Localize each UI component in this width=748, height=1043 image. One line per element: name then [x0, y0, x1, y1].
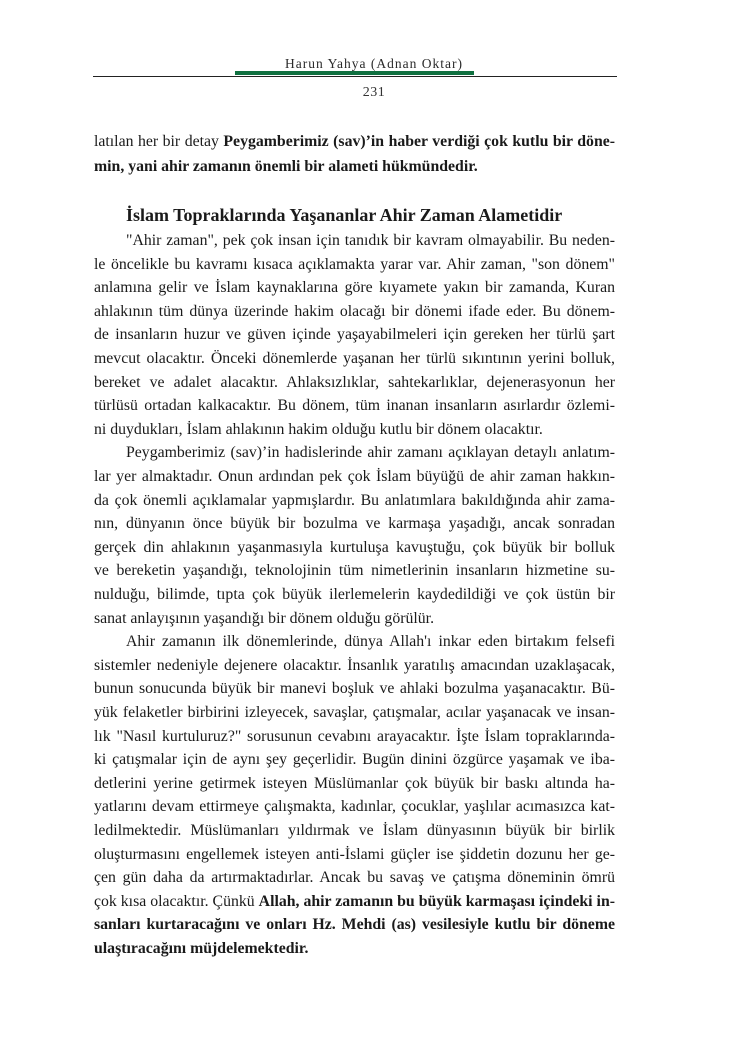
text-line: da çok önemli açıklamalar yapmışlardır. Bu anlatımlara bakıldığında ahir zama-	[94, 491, 615, 509]
page-number: 231	[362, 85, 386, 100]
emphasis-text: sanları kurtaracağını ve onları Hz. Mehdi (as) vesilesiyle kutlu bir döneme	[94, 916, 615, 934]
text-line: ki çatışmalar için de aynı şey geçerlidir. Bugün dinini özgürce yaşamak ve iba-	[94, 751, 615, 769]
text-line: çen gün daha da artırmaktadırlar. Ancak bu savaş ve çatışma döneminin ömrü	[94, 869, 615, 887]
text-line: bunun sonucunda büyük bir manevi boşluk ve ahlaki bozulma yaşanacaktır. Bü-	[94, 680, 615, 698]
text-line: anlamına gelir ve İslam kaynaklarına göre kıyamete yakın bir zamanda, Kuran	[94, 279, 615, 297]
text-line: le öncelikle bu kavramı kısaca açıklamakta yarar var. Ahir zaman, "son dönem"	[94, 255, 615, 273]
text-line: latılan her bir detay Peygamberimiz (sav)’in haber verdiği çok kutlu bir döne-	[94, 133, 616, 150]
text-line: çok kısa olacaktır. Çünkü Allah, ahir zamanın bu büyük karmaşası içindeki in-	[94, 892, 615, 910]
text-line: yatlarını devam ettirmeye çalışmakta, kadınlar, çocuklar, yaşlılar acımasızca kat-	[94, 798, 615, 816]
text-line: detlerini yerine getirmek isteyen Müslümanlar çok büyük bir baskı altında ha-	[94, 774, 615, 792]
text-line: oluşturmasını engellemek isteyen anti-İslami güçler ise şiddetin dozunu her ge-	[94, 845, 615, 863]
emphasis-text: Peygamberimiz (sav)’in haber verdiği çok kutlu bir döne-	[223, 133, 616, 150]
running-header-author: Harun Yahya (Adnan Oktar)	[285, 56, 463, 71]
text-line: mevcut olacaktır. Önceki dönemlerde yaşanan her türlü sıkıntının yerini bolluk,	[94, 350, 615, 367]
text-line: Peygamberimiz (sav)’in hadislerinde ahir zamanı açıklayan detaylı anlatım-	[126, 444, 615, 462]
text-line	[94, 156, 615, 178]
text-line: "Ahir zaman", pek çok insan için tanıdık bir kavram olmayabilir. Bu neden-	[126, 232, 615, 249]
text-line: nulduğu, bilimde, tıpta çok büyük ilerlemelerin kaydedildiği ve çok üstün bir	[94, 586, 615, 603]
text-line: nın, dünyanın önce büyük bir bozulma ve karmaşa yaşadığı, ancak sonradan	[94, 515, 615, 533]
emphasis-text: Allah, ahir zamanın bu büyük karmaşası içindeki in-	[258, 892, 615, 910]
emphasis-text: min, yani ahir zamanın önemli bir alameti hükmündedir.	[94, 158, 478, 175]
text-line: Ahir zamanın ilk dönemlerinde, dünya Allah'ı inkar eden birtakım felsefi	[126, 633, 615, 651]
text-line: de insanların huzur ve güven içinde yaşayabilmeleri için gereken her türlü şart	[94, 326, 615, 344]
text-line: sistemler nedeniyle dejenere olacaktır. İnsanlık yaratılış amacından uzaklaşacak,	[94, 656, 615, 674]
text-line: bereket ve adalet alacaktır. Ahlaksızlıklar, sahtekarlıklar, dejenerasyonun her	[94, 373, 615, 391]
emphasis-text: ulaştıracağını müjdelemektedir.	[94, 940, 309, 957]
text-line: gerçek din ahlakının yaşanmasıyla kurtuluşa kavuştuğu, çok büyük bir bolluk	[94, 538, 615, 556]
text-line: ledilmektedir. Müslümanları yıldırmak ve İslam dünyasının büyük bir birlik	[94, 822, 615, 839]
header-rule	[93, 76, 617, 77]
text-line: lar yer almaktadır. Onun ardından pek çok İslam büyüğü de ahir zaman hakkın-	[94, 468, 615, 485]
text-line	[94, 938, 615, 960]
section-heading: İslam Topraklarında Yaşananlar Ahir Zaman Alametidir	[126, 205, 563, 225]
text-line: yük felaketler birbirini izleyecek, savaşlar, çatışmalar, acılar yaşanacak ve insan-	[94, 704, 615, 721]
text-line: sanat anlayışının yaşandığı bir dönem olduğu görülür.	[94, 609, 435, 627]
text-line: ahlakının tüm dünya üzerinde hakim olacağı bir dönemi ifade eder. Bu dönem-	[94, 302, 615, 320]
text-line	[94, 914, 615, 936]
text-line: ve bereketin yaşandığı, teknolojinin tüm nimetlerinin insanların hizmetine su-	[94, 562, 615, 580]
text-line: türlüsü ortadan kalkacaktır. Bu dönem, tüm inanan insanların asırlardır özlemi-	[94, 397, 615, 415]
header-accent-bar	[235, 71, 474, 75]
text-line: ni duydukları, İslam ahlakının hakim olduğu kutlu bir dönem olacaktır.	[94, 420, 543, 438]
text-line: lık "Nasıl kurtuluruz?" sorusunun cevabını arayacaktır. İşte İslam topraklarında-	[94, 727, 615, 745]
